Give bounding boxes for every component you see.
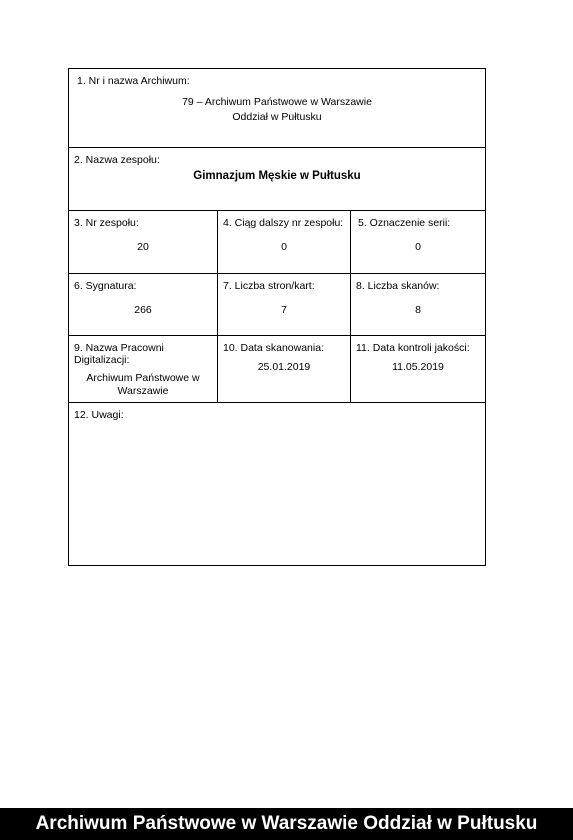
- scan-date-cell: [217, 336, 350, 402]
- qc-date-value: 11.05.2019: [392, 361, 444, 373]
- fonds-no-label: 3. Nr zespołu:: [74, 217, 139, 229]
- lab-cell: [69, 336, 217, 402]
- scans-value: 8: [415, 304, 421, 316]
- fonds-name-label: 2. Nazwa zespołu:: [74, 154, 160, 166]
- scan-date-value: 25.01.2019: [257, 361, 311, 373]
- signature-value: 266: [134, 304, 152, 316]
- signature-row: [69, 274, 485, 336]
- pages-value: 7: [281, 304, 287, 316]
- fonds-no-cell: [69, 211, 217, 273]
- archive-value-line1: 79 – Archiwum Państwowe w Warszawie: [182, 96, 372, 108]
- notes-label: 12. Uwagi:: [74, 409, 124, 421]
- scans-label: 8. Liczba skanów:: [356, 280, 440, 292]
- archive-value-line2: Oddział w Pułtusku: [232, 111, 322, 123]
- fonds-cont-cell: [217, 211, 350, 273]
- fonds-no-value: 20: [137, 241, 149, 253]
- lab-value-line1: Archiwum Państwowe w: [86, 372, 200, 384]
- fonds-name-value: Gimnazjum Męskie w Pułtusku: [193, 170, 361, 182]
- metadata-form: [68, 68, 486, 566]
- digitization-row: [69, 336, 485, 403]
- series-value: 0: [415, 241, 421, 253]
- signature-cell: [69, 274, 217, 335]
- archive-row: [69, 69, 485, 148]
- archive-footer-banner: Archiwum Państwowe w Warszawie Oddział w Pułtusku: [0, 808, 573, 840]
- fonds-name-row: [69, 148, 485, 211]
- lab-value-line2: Warszawie: [117, 385, 169, 397]
- scans-cell: [350, 274, 485, 335]
- fonds-cont-label: 4. Ciąg dalszy nr zespołu:: [223, 217, 344, 229]
- scan-date-label: 10. Data skanowania:: [223, 342, 324, 354]
- series-cell: [350, 211, 485, 273]
- series-label: 5. Oznaczenie serii:: [358, 217, 451, 229]
- fonds-cont-value: 0: [281, 241, 287, 253]
- archive-label: 1. Nr i nazwa Archiwum:: [77, 75, 190, 87]
- fonds-numbers-row: [69, 211, 485, 274]
- signature-label: 6. Sygnatura:: [74, 280, 137, 292]
- lab-label-line1: 9. Nazwa Pracowni: [74, 342, 164, 354]
- pages-label: 7. Liczba stron/kart:: [223, 280, 315, 292]
- qc-date-cell: [350, 336, 485, 402]
- notes-row: [69, 403, 485, 565]
- pages-cell: [217, 274, 350, 335]
- lab-label-line2: Digitalizacji:: [74, 354, 130, 366]
- qc-date-label: 11. Data kontroli jakości:: [356, 342, 470, 354]
